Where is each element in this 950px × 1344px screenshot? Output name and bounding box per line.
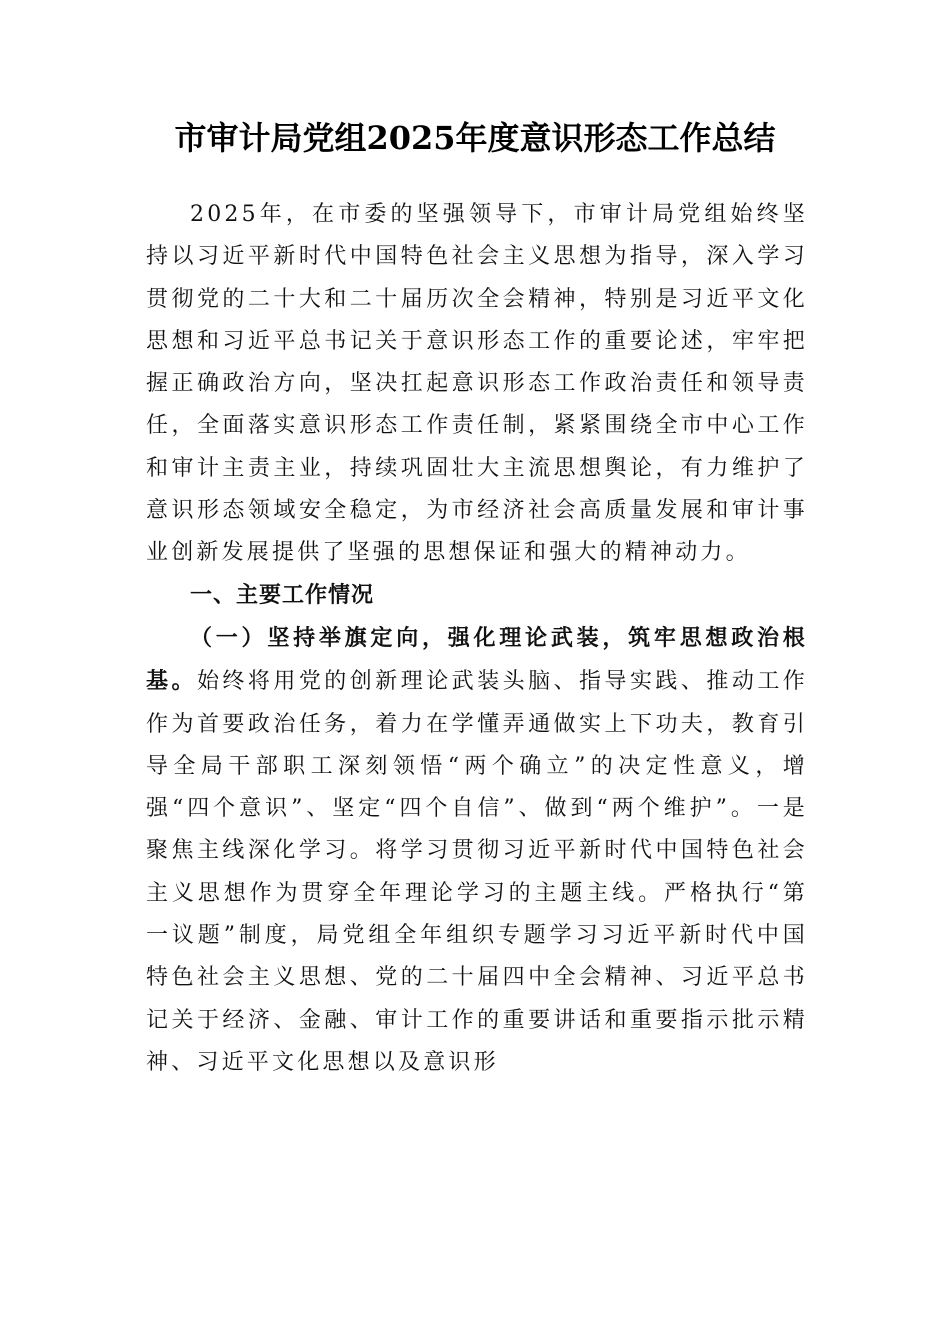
- subsection-paragraph: [146, 617, 808, 1084]
- document-body: [146, 194, 808, 1084]
- document-title: 市审计局党组2025年度意识形态工作总结: [174, 119, 776, 157]
- subsection-body: 始终将用党的创新理论武装头脑、指导实践、推动工作作为首要政治任务，着力在学懂弄通做实上下功夫，教育引导全局干部职工深刻领悟“两个确立”的决定性意义，增强“四个意识”、坚定“四个自信”、做到“两个维护”。一是聚焦主线深化学习。将学习贯彻习近平新时代中国特色社会主义思想作为贯穿全年理论学习的主题主线。严格执行“第一议题”制度，局党组全年组织专题学习习近平新时代中国特色社会主义思想、党的二十届四中全会精神、习近平总书记关于经济、金融、审计工作的重要讲话和重要指示批示精神、习近平文化思想以及意识形: [146, 669, 808, 1075]
- section-heading: 一、主要工作情况: [190, 582, 375, 608]
- subsection-heading: （一）坚持举旗定向，强化理论武装，筑牢思想政治根基。: [146, 624, 808, 695]
- intro-paragraph: 2025年，在市委的坚强领导下，市审计局党组始终坚持以习近平新时代中国特色社会主义思想为指导，深入学习贯彻党的二十大和二十届历次全会精神，特别是习近平文化思想和习近平总书记关于意识形态工作的重要论述，牢牢把握正确政治方向，坚决扛起意识形态工作政治责任和领导责任，全面落实意识形态工作责任制，紧紧围绕全市中心工作和审计主责主业，持续巩固壮大主流思想舆论，有力维护了意识形态领域安全稳定，为市经济社会高质量发展和审计事业创新发展提供了坚强的思想保证和强大的精神动力。: [146, 202, 808, 566]
